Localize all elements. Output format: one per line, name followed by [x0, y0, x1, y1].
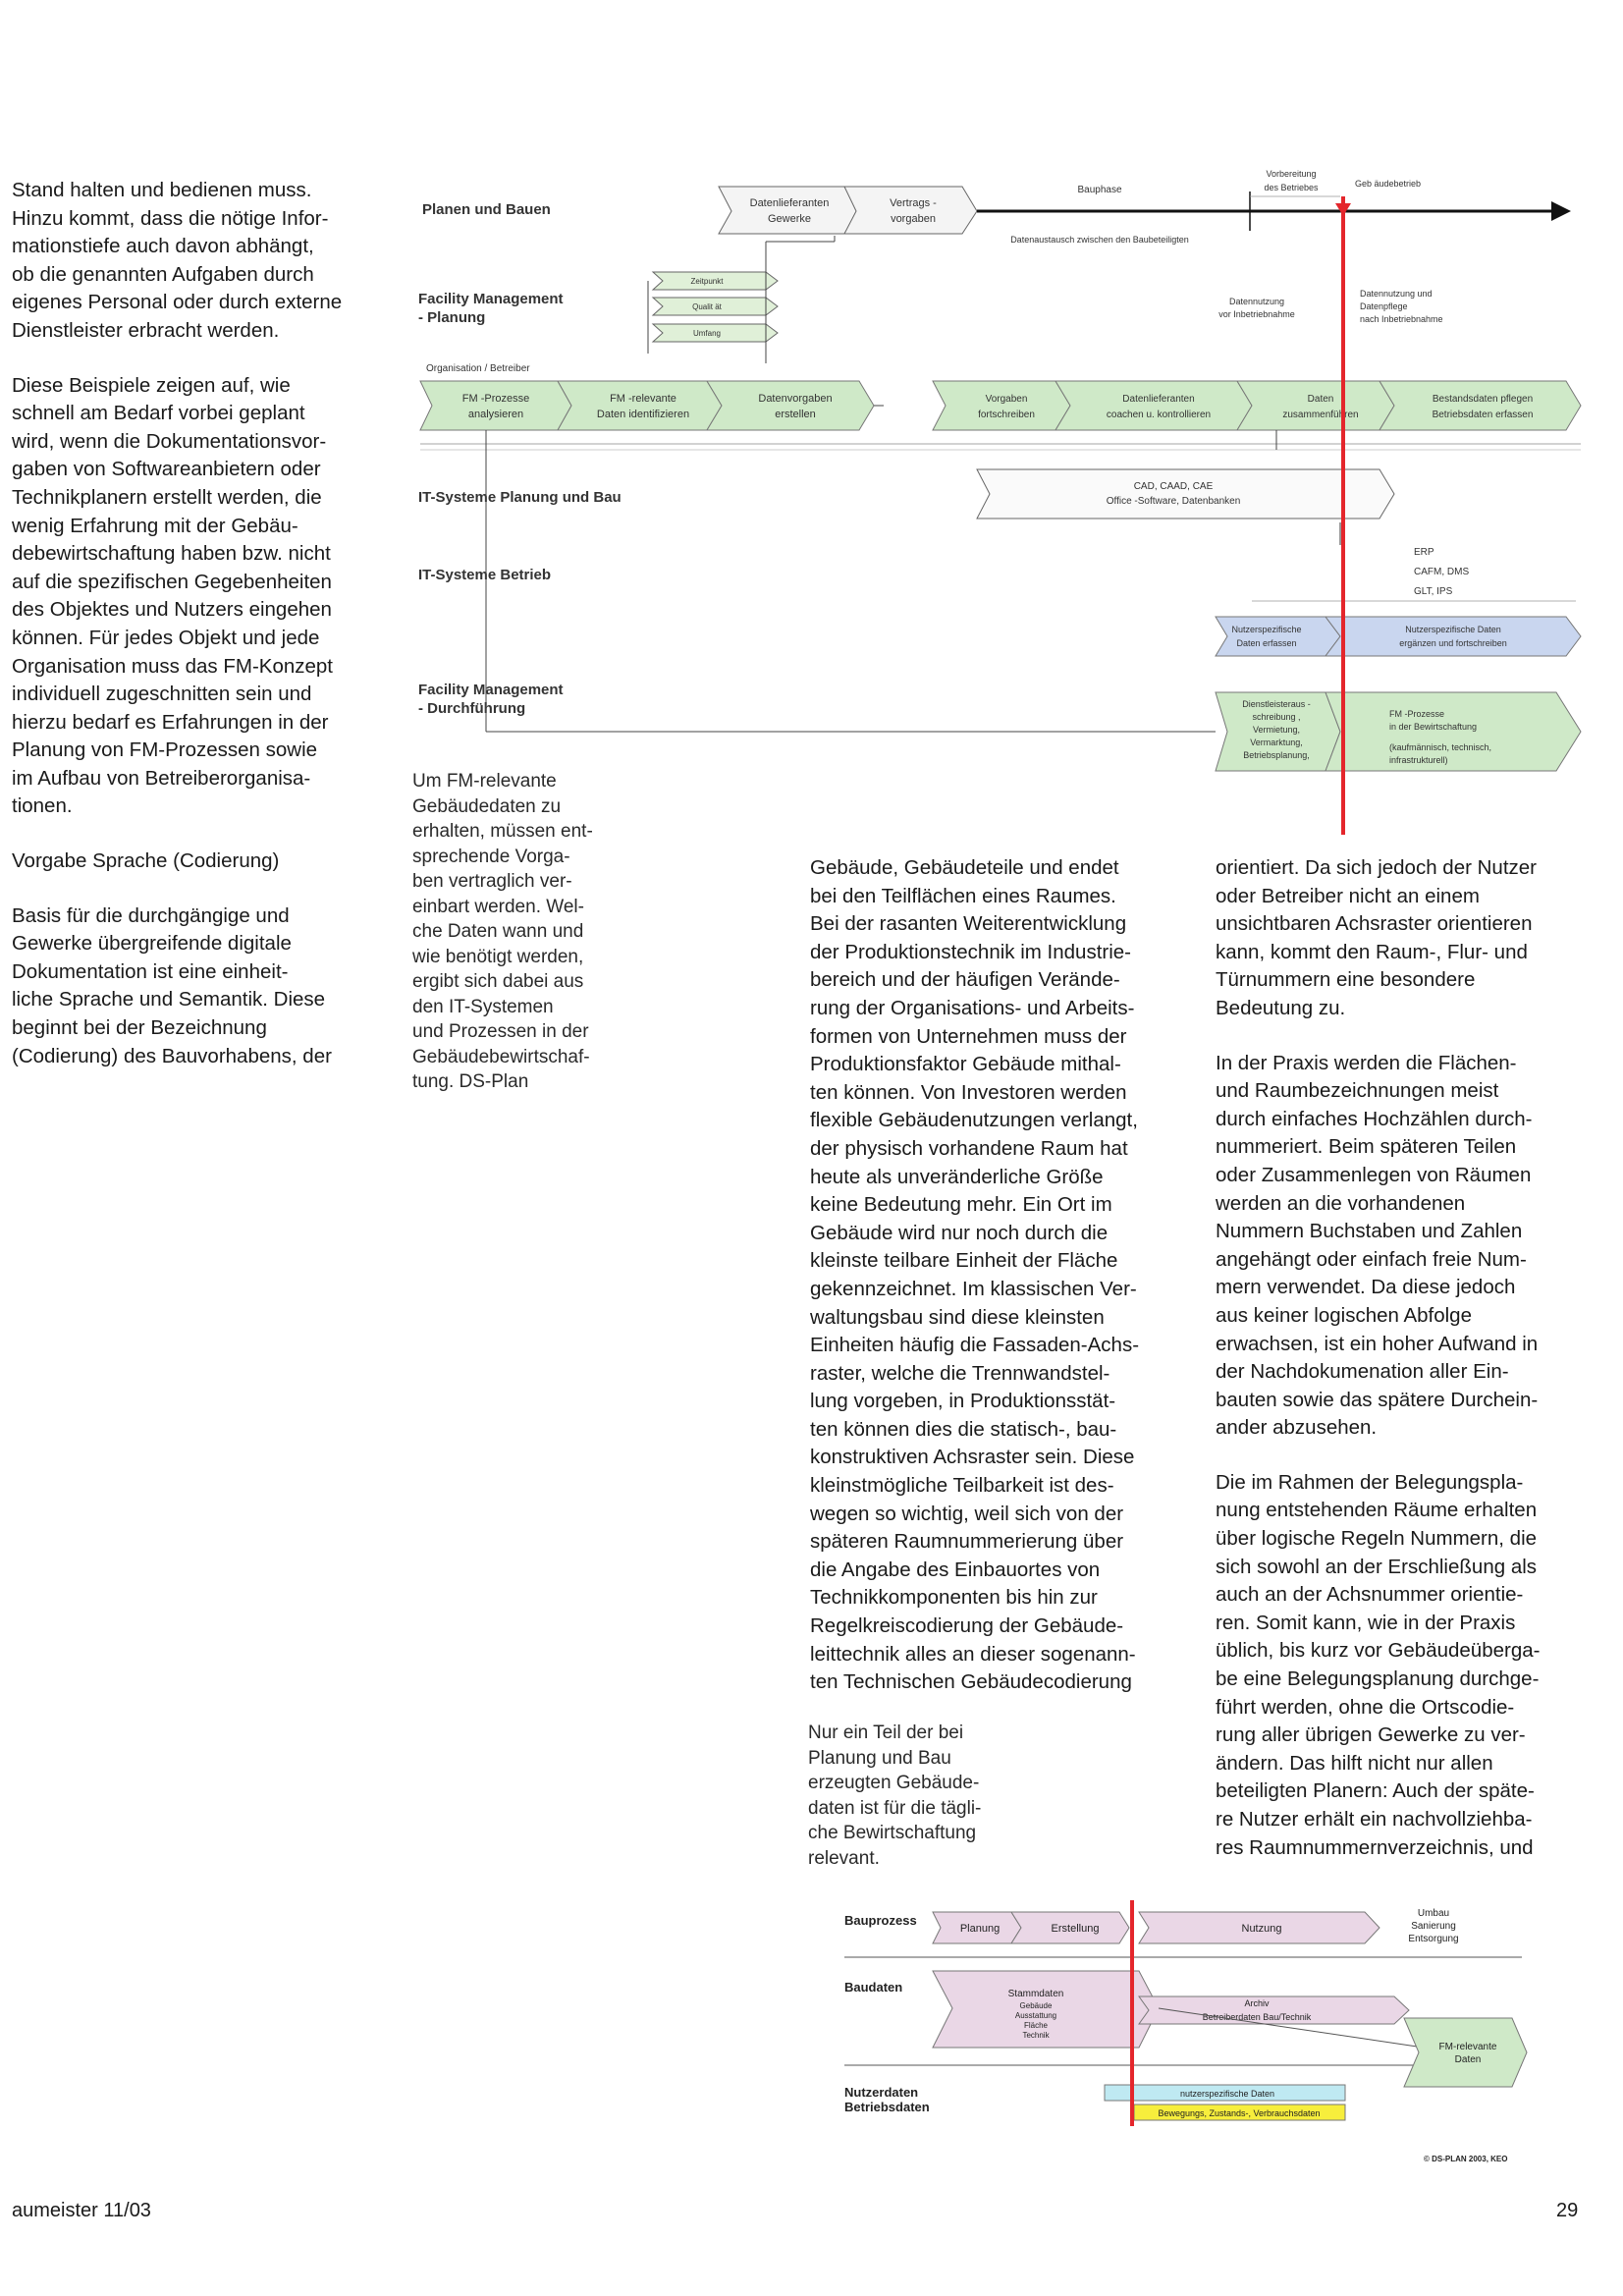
txt-dl-a: Dienstleisteraus -	[1242, 699, 1311, 709]
text-line: auf die spezifischen Gegebenheiten	[12, 570, 332, 593]
right-paragraph-1	[1216, 854, 1613, 1023]
text-line: kleinstmögliche Teilbarkeit ist des-	[810, 1474, 1114, 1498]
txt-dl-d: Vermarktung,	[1250, 738, 1303, 747]
box-vorgaben-fortschreiben	[933, 381, 1070, 430]
text-line: erwachsen, ist ein hoher Aufwand in	[1216, 1332, 1539, 1355]
row-label-it-bau: IT-Systeme Planung und Bau	[418, 489, 622, 506]
text-line: auch an der Achsnummer orientie-	[1216, 1583, 1524, 1607]
text-line: des Objektes und Nutzers eingehen	[12, 598, 332, 622]
text-line: Technikkomponenten bis hin zur	[810, 1586, 1098, 1610]
text-line: Nummern Buchstaben und Zahlen	[1216, 1220, 1523, 1243]
caption-figure-2	[808, 1721, 1004, 1871]
d2-copyright: © DS-PLAN 2003, KEO	[1424, 2155, 1508, 2163]
text-line: Gebäudedaten zu	[412, 795, 562, 817]
text-line: erhalten, müssen ent-	[412, 821, 593, 842]
text-line: Organisation muss das FM-Konzept	[12, 654, 333, 678]
text-line: im Aufbau von Betreiberorganisa-	[12, 766, 311, 790]
text-line: bei den Teilflächen eines Raumes.	[810, 884, 1116, 907]
text-line: gekennzeichnet. Im klassischen Ver-	[810, 1277, 1137, 1300]
text-line: der Produktionstechnik im Industrie-	[810, 940, 1132, 963]
box-nutzerspezifische-daten-erfassen	[1216, 617, 1340, 656]
row-label-fm-durch-2: - Durchführung	[418, 700, 526, 717]
box-daten-zusammenfuehren	[1237, 381, 1394, 430]
text-line: Technikplanern erstellt werden, die	[12, 485, 322, 509]
left-paragraph-2	[12, 372, 405, 822]
text-line: daten ist für die tägli-	[808, 1797, 982, 1819]
text-line: re Nutzer erhält ein nachvollziehba-	[1216, 1808, 1533, 1831]
right-paragraph-3	[1216, 1469, 1613, 1862]
text-line: ten Technischen Gebäudecodierung	[810, 1670, 1132, 1694]
text-line: leittechnik alles an dieser sogenann-	[810, 1642, 1136, 1666]
text-line: be eine Belegungsplanung durchge-	[1216, 1667, 1540, 1691]
text-line: Gebäude wird nur noch durch die	[810, 1221, 1109, 1244]
text-line: heute als unveränderliche Größe	[810, 1165, 1104, 1188]
d2-txt-stamm-4: Fläche	[1023, 2021, 1049, 2030]
text-line: beteiligten Planern: Auch der späte-	[1216, 1779, 1535, 1803]
txt-fmp-2: in der Bewirtschaftung	[1389, 722, 1478, 732]
left-paragraph-1	[12, 177, 405, 346]
text-line: bauten sowie das spätere Durchein-	[1216, 1388, 1539, 1411]
box-vertragsvorgaben	[844, 187, 977, 234]
text-line: sprechende Vorga-	[412, 846, 570, 867]
text-line: Planung von FM-Prozessen sowie	[12, 738, 318, 762]
text-line: rung aller übrigen Gewerke zu ver-	[1216, 1723, 1526, 1747]
txt-b7-1: Bestandsdaten pflegen	[1432, 394, 1534, 405]
txt-cafm: CAFM, DMS	[1414, 567, 1470, 577]
right-paragraph-2	[1216, 1050, 1613, 1443]
txt-b6-1: Daten	[1307, 394, 1334, 405]
text-line: kann, kommt den Raum-, Flur- und	[1216, 940, 1528, 963]
text-line: und Prozessen in der	[412, 1021, 589, 1042]
txt-dl-2: Gewerke	[767, 213, 812, 225]
text-line: ergibt sich dabei aus	[412, 971, 584, 992]
txt-qualitaet: Qualit ät	[692, 302, 722, 311]
text-line: einbart werden. Wel-	[412, 896, 584, 917]
text-line: sich sowohl an der Erschließung als	[1216, 1555, 1538, 1578]
text-line: die Angabe des Einbauortes von	[810, 1558, 1101, 1581]
d2-txt-nutzerspez: nutzerspezifische Daten	[1179, 2089, 1275, 2099]
txt-na-1: Nutzerspezifische	[1231, 625, 1302, 634]
txt-b5-1: Datenlieferanten	[1122, 394, 1195, 405]
footer-magazine: aumeister 11/03	[12, 2200, 151, 2221]
text-line: (Codierung) des Bauvorhabens, der	[12, 1044, 332, 1067]
text-line: beginnt bei der Bezeichnung	[12, 1016, 267, 1040]
text-line: Nur ein Teil der bei	[808, 1722, 964, 1743]
text-line: lung vorgeben, in Produktionsstät-	[810, 1390, 1116, 1413]
txt-fmp-3: (kaufmännisch, technisch,	[1389, 742, 1492, 752]
txt-b4-2: fortschreiben	[978, 410, 1035, 420]
right-column	[1216, 854, 1613, 1888]
text-line: relevant.	[808, 1847, 880, 1869]
d2-txt-umbau-3: Entsorgung	[1408, 1934, 1459, 1944]
text-line: durch einfaches Hochzählen durch-	[1216, 1107, 1533, 1130]
box-fm-prozesse-analysieren	[420, 381, 571, 430]
text-line: Gebäudebewirtschaf-	[412, 1046, 590, 1067]
text-line: waltungsbau sind diese kleinsten	[810, 1305, 1105, 1329]
txt-b3-2: erstellen	[775, 409, 816, 420]
txt-pflege-3: nach Inbetriebnahme	[1360, 314, 1443, 324]
d2-txt-stamm-5: Technik	[1022, 2031, 1050, 2040]
text-line: der physisch vorhandene Raum hat	[810, 1136, 1128, 1160]
text-line: res Raumnummernverzeichnis, und	[1216, 1835, 1534, 1859]
text-line: keine Bedeutung mehr. Ein Ort im	[810, 1193, 1112, 1217]
txt-b1-2: analysieren	[467, 409, 524, 420]
footer-page-number: 29	[1556, 2200, 1579, 2221]
txt-b3-1: Datenvorgaben	[758, 393, 833, 405]
txt-dl-1: Datenlieferanten	[749, 197, 830, 209]
text-line: wegen so wichtig, weil sich von der	[810, 1502, 1124, 1525]
text-line: rung der Organisations- und Arbeits-	[810, 996, 1135, 1019]
text-line: ten können. Von Investoren werden	[810, 1080, 1127, 1104]
box-fm-prozesse-bewirtschaftung	[1325, 692, 1581, 771]
data-lifecycle-diagram	[835, 1900, 1542, 2175]
text-line: In der Praxis werden die Flächen-	[1216, 1051, 1517, 1074]
middle-column	[810, 854, 1208, 1697]
text-line: Die im Rahmen der Belegungspla-	[1216, 1470, 1524, 1494]
text-line: tionen.	[12, 794, 73, 818]
row-label-fm-durch: Facility Management	[418, 682, 564, 698]
text-line: üblich, bis kurz vor Gebäudeüberga-	[1216, 1639, 1541, 1663]
txt-vorb-1: Vorbereitung	[1266, 169, 1317, 179]
txt-nb-2: ergänzen und fortschreiben	[1399, 638, 1507, 648]
box-bestandsdaten-pflegen	[1380, 381, 1581, 430]
d2-row-nutzer: Nutzerdaten	[844, 2085, 919, 2100]
text-line: liche Sprache und Semantik. Diese	[12, 988, 326, 1011]
text-line: konstruktiven Achsraster sein. Diese	[810, 1446, 1135, 1469]
text-line: Planung und Bau	[808, 1747, 951, 1769]
text-line: können. Für jedes Objekt und jede	[12, 626, 320, 649]
text-line: eigenes Personal oder durch externe	[12, 291, 343, 314]
txt-zeitpunkt: Zeitpunkt	[690, 277, 724, 286]
text-line: orientiert. Da sich jedoch der Nutzer	[1216, 856, 1538, 879]
text-line: mationstiefe auch davon abhängt,	[12, 235, 314, 258]
d2-txt-umbau-1: Umbau	[1417, 1908, 1450, 1919]
txt-b4-1: Vorgaben	[985, 394, 1028, 405]
text-line: raster, welche die Trennwandstel-	[810, 1361, 1110, 1385]
txt-b6-2: zusammenführen	[1282, 410, 1359, 420]
text-line: oder Zusammenlegen von Räumen	[1216, 1163, 1532, 1186]
txt-na-2: Daten erfassen	[1236, 638, 1297, 648]
text-line: Um FM-relevante	[412, 771, 557, 792]
row-label-planen: Planen und Bauen	[422, 201, 551, 218]
text-line: hierzu bedarf es Erfahrungen in der	[12, 710, 329, 734]
text-line: Produktionsfaktor Gebäude mithal-	[810, 1053, 1121, 1076]
text-line: werden an die vorhandenen	[1216, 1191, 1466, 1215]
text-line: Einheiten häufig die Fassaden-Achs-	[810, 1334, 1140, 1357]
text-line: ob die genannten Aufgaben durch	[12, 262, 314, 286]
txt-it-bau-2: Office -Software, Datenbanken	[1106, 496, 1241, 507]
txt-datennutzung-1: Datennutzung	[1228, 297, 1285, 306]
d2-txt-planung: Planung	[959, 1923, 1001, 1935]
text-line: ren. Somit kann, wie in der Praxis	[1216, 1611, 1516, 1634]
txt-glt: GLT, IPS	[1414, 586, 1453, 597]
text-line: Stand halten und bedienen muss.	[12, 179, 312, 201]
d2-txt-betriebsdaten: Betreiberdaten Bau/Technik	[1202, 2012, 1312, 2022]
box-nutzerspezifische-daten-ergaenzen	[1325, 617, 1581, 656]
txt-b2-2: Daten identifizieren	[596, 409, 690, 420]
text-line: führt werden, ohne die Ortscodie-	[1216, 1695, 1515, 1719]
d2-box-fm-relevante	[1404, 2018, 1527, 2087]
text-line: schnell am Bedarf vorbei geplant	[12, 402, 305, 425]
left-column	[12, 177, 405, 1097]
d2-row-bauprozess: Bauprozess	[844, 1913, 917, 1928]
d2-txt-nutzung: Nutzung	[1241, 1923, 1282, 1935]
text-line: ändern. Das hilft nicht nur allen	[1216, 1751, 1493, 1775]
d2-txt-erstellung: Erstellung	[1051, 1923, 1100, 1935]
txt-gebaeudebetrieb: Geb äudebetrieb	[1355, 179, 1422, 189]
txt-vv-1: Vertrags -	[890, 197, 937, 209]
text-line: bereich und der häufigen Verände-	[810, 968, 1120, 992]
text-line: über logische Regeln Nummern, die	[1216, 1527, 1538, 1551]
box-datenlieferanten-coachen	[1055, 381, 1252, 430]
text-line: Dienstleister erbracht werden.	[12, 318, 280, 342]
text-line: nummeriert. Beim späteren Teilen	[1216, 1135, 1517, 1159]
text-line: ander abzusehen.	[1216, 1416, 1378, 1440]
d2-txt-stamm-2: Gebäude	[1019, 2001, 1053, 2010]
text-line: formen von Unternehmen muss der	[810, 1024, 1127, 1048]
txt-vorb-2: des Betriebes	[1264, 183, 1319, 192]
text-line: mern verwendet. Da diese jedoch	[1216, 1276, 1516, 1299]
text-line: individuell zugeschnitten sein und	[12, 683, 312, 706]
row-label-fm-planung: Facility Management	[418, 291, 564, 307]
d2-txt-stamm-1: Stammdaten	[1007, 1989, 1064, 1999]
text-line: Türnummern eine besondere	[1216, 968, 1476, 992]
section-heading: Vorgabe Sprache (Codierung)	[12, 849, 280, 873]
txt-b1-1: FM -Prozesse	[461, 393, 530, 405]
text-line: unsichtbaren Achsraster orientieren	[1216, 912, 1533, 936]
txt-it-bau-1: CAD, CAAD, CAE	[1133, 481, 1214, 492]
text-line: wie benötigt werden,	[412, 946, 584, 967]
txt-vv-2: vorgaben	[891, 213, 936, 225]
text-line: Bedeutung zu.	[1216, 996, 1346, 1019]
text-line: flexible Gebäudenutzungen verlangt,	[810, 1109, 1138, 1132]
left-paragraph-3	[12, 902, 405, 1071]
box-it-planung-bau	[977, 469, 1394, 519]
txt-datenaustausch: Datenaustausch zwischen den Baubeteiligten	[1010, 235, 1189, 245]
txt-erp: ERP	[1414, 547, 1434, 558]
process-diagram	[412, 157, 1620, 845]
text-line: Dokumentation ist eine einheit-	[12, 959, 289, 983]
txt-pflege-2: Datenpflege	[1360, 301, 1408, 311]
text-line: nung entstehenden Räume erhalten	[1216, 1499, 1538, 1522]
text-line: debewirtschaftung haben bzw. nicht	[12, 542, 331, 566]
d2-row-nutzer-2: Betriebsdaten	[844, 2100, 930, 2114]
text-line: Gebäude, Gebäudeteile und endet	[810, 856, 1119, 879]
d2-txt-bewegung: Bewegungs, Zustands-, Verbrauchsdaten	[1158, 2108, 1321, 2118]
text-line: der Nachdokumenation aller Ein-	[1216, 1360, 1509, 1384]
text-line: Bei der rasanten Weiterentwicklung	[810, 912, 1127, 936]
d2-txt-fmrel-2: Daten	[1454, 2054, 1482, 2065]
txt-datennutzung-2: vor Inbetriebnahme	[1218, 309, 1295, 319]
text-line: kleinste teilbare Einheit der Fläche	[810, 1249, 1118, 1273]
text-line: und Raumbezeichnungen meist	[1216, 1079, 1499, 1103]
txt-fmp-1: FM -Prozesse	[1389, 709, 1445, 719]
row-label-org: Organisation / Betreiber	[426, 363, 530, 374]
d2-txt-archiv: Archiv	[1244, 1998, 1270, 2008]
text-line: Regelkreiscodierung der Gebäude-	[810, 1614, 1124, 1638]
txt-nb-1: Nutzerspezifische Daten	[1405, 625, 1501, 634]
txt-b5-2: coachen u. kontrollieren	[1106, 410, 1212, 420]
txt-dl-c: Vermietung,	[1252, 725, 1301, 735]
txt-dl-e: Betriebsplanung,	[1243, 750, 1310, 760]
text-line: Hinzu kommt, dass die nötige Infor-	[12, 206, 329, 230]
row-label-fm-planung-2: - Planung	[418, 309, 486, 326]
text-line: späteren Raumnummerierung über	[810, 1530, 1124, 1554]
txt-pflege-1: Datennutzung und	[1360, 289, 1433, 299]
box-fm-relevante-daten	[558, 381, 722, 430]
text-line: den IT-Systemen	[412, 996, 554, 1017]
txt-bauphase: Bauphase	[1077, 185, 1122, 195]
text-line: Gewerke übergreifende digitale	[12, 932, 292, 956]
box-datenlieferanten-gewerke	[719, 187, 859, 234]
text-line: tung. DS-Plan	[412, 1071, 529, 1092]
d2-txt-fmrel-1: FM-relevante	[1438, 2042, 1497, 2052]
text-line: wenig Erfahrung mit der Gebäu-	[12, 514, 298, 537]
txt-b7-2: Betriebsdaten erfassen	[1432, 410, 1534, 420]
text-line: ben vertraglich ver-	[412, 871, 572, 892]
text-line: oder Betreiber nicht an einem	[1216, 884, 1480, 907]
timeline-arrowhead	[1551, 201, 1571, 221]
text-line: Diese Beispiele zeigen auf, wie	[12, 373, 291, 397]
d2-row-baudaten: Baudaten	[844, 1980, 903, 1995]
text-line: ten können dies die statisch-, bau-	[810, 1417, 1117, 1441]
text-line: gaben von Softwareanbietern oder	[12, 458, 321, 481]
txt-b2-1: FM -relevante	[610, 393, 676, 405]
text-line: aus keiner logischen Abfolge	[1216, 1303, 1472, 1327]
txt-umfang: Umfang	[692, 329, 722, 338]
d2-txt-umbau-2: Sanierung	[1411, 1921, 1456, 1932]
text-line: che Bewirtschaftung	[808, 1823, 977, 1843]
text-line: wird, wenn die Dokumentationsvor-	[12, 429, 327, 453]
text-line: che Daten wann und	[412, 921, 584, 942]
box-datenvorgaben	[707, 381, 874, 430]
text-line: erzeugten Gebäude-	[808, 1773, 980, 1793]
txt-dl-b: schreibung ,	[1252, 712, 1301, 722]
d2-txt-stamm-3: Ausstattung	[1014, 2011, 1057, 2020]
txt-fmp-4: infrastrukturell)	[1389, 755, 1448, 765]
text-line: Basis für die durchgängige und	[12, 903, 290, 927]
row-label-it-betrieb: IT-Systeme Betrieb	[418, 567, 552, 583]
text-line: angehängt oder einfach freie Num-	[1216, 1247, 1527, 1271]
